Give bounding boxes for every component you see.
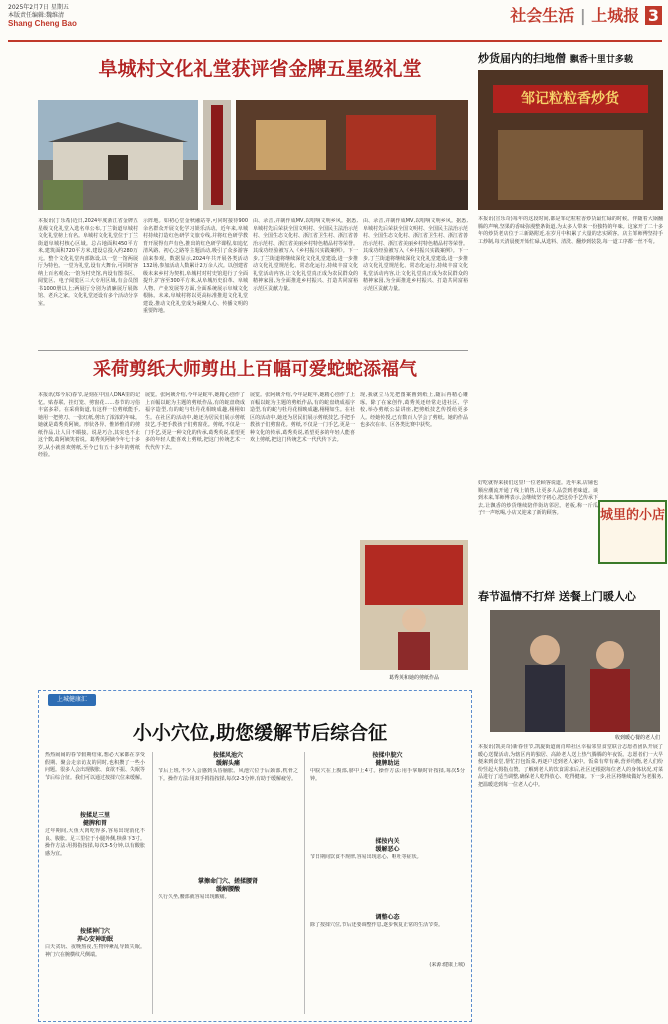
right-top-subtitle: 飘香十里廿多载 bbox=[569, 55, 633, 65]
issue-weekday: 星期五 bbox=[50, 4, 69, 11]
right-mid-caption: 收到暖心餐的老人们 bbox=[614, 735, 660, 741]
article3-heading-6: 揉按内关 bbox=[375, 838, 400, 845]
article3-title: 小小穴位,助您缓解节后综合征 bbox=[132, 722, 388, 744]
article1-photo-hall bbox=[38, 100, 198, 210]
shop-sign: 邹记粒粒香炒货 bbox=[521, 91, 619, 107]
article3-source: (来源:健康上城) bbox=[429, 962, 465, 968]
article2-title: 采荷剪纸大师剪出上百幅可爱蛇蛇添福气 bbox=[93, 359, 417, 380]
article3-heading-5b: 健脾助运 bbox=[375, 760, 400, 767]
article3-column-3 bbox=[310, 752, 465, 1017]
article2-column-4: 现,我就立马先把图案画到纸上,随后再精心雕琢。除了在家创作,葛秀英还经常走进社区、学校,举办剪纸公益讲座,把剪纸技艺传授给更多人。经她传授,已有数百人学会了剪纸。她的作品也多次在市、区各类比赛中获奖。 bbox=[360, 392, 468, 428]
village-hall-illustration bbox=[38, 100, 198, 210]
right-top-title bbox=[478, 50, 663, 66]
article3-heading-4: 掌擦命门穴、搓揉腰肾 bbox=[197, 878, 258, 885]
article2-column-3: 展览。张阿姨介绍,今年是蛇年,她精心创作了上百幅以蛇为主题的剪纸作品,有的蛇盘绕成福字造型,有的蛇与牡丹花相映成趣,栩栩如生。在社区的活动中,她还为居民们展示剪纸技艺,手把手教孩子们剪窗花。剪纸,不仅是一门手艺,更是一种文化的传承,葛秀英说,希望更多的年轻人能喜欢上剪纸,把这门传统艺术一代代传下去。 bbox=[250, 392, 355, 443]
issue-date: 2025年2月7日 bbox=[8, 4, 49, 11]
exhibition-hall-illustration bbox=[236, 100, 468, 210]
article3-heading-2: 按揉神门穴 bbox=[79, 928, 110, 935]
header-rule bbox=[8, 40, 662, 42]
article1-column-3: 由、录音,并制作成MV,以唱响文明乡风。据悉,阜城村先后荣获全国文明村、全国民主法治示范村、全国生态文化村、浙江省卫生村、浙江省善治示范村、浙江省美丽乡村特色精品村等荣誉。其成功经验被写入《乡村振兴实践案例》。下一步,丁兰街道将继续深化文化礼堂建设,进一步推动文化礼堂规范化、常态化运行,持续丰富文化礼堂活动内容,让文化礼堂真正成为农民群众的精神家园,为全面推进乡村振兴、打造共同富裕示范区贡献力量。 bbox=[253, 218, 358, 292]
paper-english-name: Shang Cheng Bao bbox=[8, 19, 77, 28]
right-mid-title: 春节温情不打烊 送餐上门暖人心 bbox=[478, 590, 636, 603]
article3-heading-3: 按揉风池穴 bbox=[212, 752, 243, 759]
meal-delivery-illustration bbox=[490, 610, 660, 732]
article3-text-7: 除了按揉穴位,节后还要调整作息,逐步恢复正常的生活节奏。 bbox=[310, 922, 444, 928]
stone-sign-illustration bbox=[203, 100, 231, 210]
article2-photo-caption: 葛秀英和她的剪纸作品 bbox=[388, 675, 439, 681]
article1-photo-exhibit bbox=[236, 100, 468, 210]
article3-text-2: 白天贪玩、夜晚熬夜,生物钟紊乱导致失眠。神门穴在腕横纹尺侧端。 bbox=[45, 944, 145, 958]
right-top-column-b: 好吃就得来我们这里!一位老顾客说道。近年来,店铺也顺应潮流开通了线上销售,让更多人品尝到老味道。谈到未来,邹师傅表示,会继续坚守初心,把这份手艺传承下去,让飘香的炒货继续陪伴街坊邻居。老板,称一斤瓜子!一声吆喝,小店又迎来了新的顾客。 bbox=[478, 480, 598, 516]
article1-column-2: 示阵地。如初心堂金秋融站等,可同时接待900余名群众开展文化学习娱乐活动。近年来,阜城村持续打造红色研学文旅专线,并将红色研学教育开展得有声有色,推出的红色研学课程,如追忆清风路、初心之路等主题活动,吸引了众多游客前来参观。数据显示,2024年共开展各类活动132场,参加活动人数累计2万余人次。以创建省级未来乡村为契机,阜城村对村史馆进行了全面提升,扩容至300平方米,从阜城历史沿革、阜城人物、产业发展等方面,全面系统展示阜城文化根脉。未来,阜城村将以更高标准推进文化礼堂建设,推动文化礼堂成为凝聚人心、传播文明的重要阵地。 bbox=[143, 218, 248, 314]
papercut-artist-illustration bbox=[360, 540, 468, 670]
article3-heading-6b: 缓解恶心 bbox=[375, 846, 400, 853]
page-number: 3 bbox=[645, 6, 662, 25]
article3-heading-7: 调整心态 bbox=[375, 914, 400, 921]
article3-text-4: 久行久坐,腰部就容易出现酸痛。 bbox=[158, 894, 230, 900]
right-top-photo bbox=[478, 70, 663, 210]
article3-heading-5: 按揉中脘穴 bbox=[372, 752, 403, 759]
article1-title: 阜城村文化礼堂获评省金牌五星级礼堂 bbox=[98, 58, 422, 80]
health-badge: 上城健康汇 bbox=[48, 694, 96, 706]
article3-column-2 bbox=[158, 752, 298, 1017]
article3-heading-2b: 养心安神助眠 bbox=[76, 936, 113, 943]
right-top-column-a: 本报讯(宣乐奇)每年的这段时间,都是邹记粒粒香炒货最忙碌的时候。伴随着大锅翻腾的声响,坚果的香味弥漫整条街道,为太多人带来一份独特的年味。这家开了二十多年的炒货老店位于三新路附近,在岁月中积累了大量的忠实顾客。店主邹师傅坚持手工炒制,每天清晨便开始忙碌,从选料、清洗、翻炒到装袋,每一道工序都一丝不苟。 bbox=[478, 216, 663, 245]
column-divider bbox=[304, 752, 305, 1014]
article3-heading-4b: 缓解腰酸 bbox=[215, 886, 240, 893]
article3-column-1 bbox=[45, 752, 145, 1017]
masthead-info bbox=[8, 4, 77, 28]
page-editor: 本版责任编辑:魏维清 bbox=[8, 12, 65, 19]
article1-column-1: 本报讯(丁乐希)近日,2024年度浙江省金牌五星级文化礼堂入选名单公布,丁兰街道阜城村文化礼堂榜上有名。阜城村文化礼堂位于丁兰街道阜城村核心区域。总占地面积450平方米,建筑面积720平方米,建设总投入约280万元。整个文化礼堂内部陈设,以一堂一馆两展厅为特色。一堂为礼堂,设有大舞台,可同时容纳上百名观众;一馆为村史馆,内设有图书区、阅览区、电子阅览区三大专用区域,有会员图书1000册以上;两展厅分别为清廉展厅展陈馆、老兵之家。文化礼堂还设有多个活动分享室。 bbox=[38, 218, 138, 307]
right-mid-photo bbox=[490, 610, 660, 732]
article3-text-3: 节后上班,不少人会感到头昏脑胀。风池穴位于后颈部,枕骨之下。操作方法:用双手拇指按揉,每次2-3分钟,有助于缓解疲劳。 bbox=[158, 768, 298, 782]
article3-heading-1b: 健脾和胃 bbox=[82, 820, 107, 827]
column-label: 城里的小店 bbox=[598, 500, 667, 564]
article3-heading-3b: 缓解头痛 bbox=[215, 760, 240, 767]
article3-intro: 热热闹闹的春节假期结束,想必大家都在享受假期、聚会走亲访友的同时,也积攒了一些小问题。很多人会出现腹胀、食欲不振、失眠等节后综合征。我们可以通过按揉穴位来缓解。 bbox=[45, 752, 145, 781]
section-name: 社会生活 bbox=[510, 6, 575, 25]
article3-text-6: 节日期间饮食不规律,容易出现恶心、呕吐等症状。 bbox=[310, 854, 422, 860]
article3-text-1: 过年期间,大鱼大肉吃得多,容易出现消化不良、腹胀。足三里位于小腿外侧,犊鼻下3寸。操作方法:用拇指按揉,每次3-5分钟,以有酸胀感为宜。 bbox=[45, 828, 145, 857]
article3-text-5: 中脘穴在上腹部,脐中上4寸。操作方法:用手掌顺时针按揉,每次5分钟。 bbox=[310, 768, 465, 782]
right-mid-column: 本报讯(凯美奇)新春佳节,凯旋街道南肖埠社区幸福邻里食堂联合志愿者团队开展了暖心送餐活动,为辖区内的独居、高龄老人送上热气腾腾的年夜饭。志愿者们一大早便来到食堂,帮忙打包饭菜,再逐户送到老人家中。饭菜有荤有素,营养均衡,老人们纷纷竖起大拇指点赞。了解到老人的饮食需求后,社区还根据每位老人的身体状况,对菜品进行了适当调整,确保老人吃得放心、吃得健康。下一步,社区将继续做好为老服务,把温暖送到每一位老人心中。 bbox=[478, 744, 663, 788]
right-top-title-main: 炒货届内的扫地僧 bbox=[478, 52, 566, 65]
article3-heading-1: 按揉足三里 bbox=[79, 812, 110, 819]
article2-column-2: 展览。张阿姨介绍,今年是蛇年,她精心创作了上百幅以蛇为主题的剪纸作品,有的蛇盘绕成福字造型,有的蛇与牡丹花相映成趣,栩栩如生。在社区的活动中,她还为居民们展示剪纸技艺,手把手教孩子们剪窗花。剪纸,不仅是一门手艺,更是一种文化的传承,葛秀英说,希望更多的年轻人能喜欢上剪纸,把这门传统艺术一代代传下去。 bbox=[145, 392, 245, 451]
article1-photo-sign bbox=[203, 100, 231, 210]
article2-photo bbox=[360, 540, 468, 670]
article1-column-4: 由、录音,并制作成MV,以唱响文明乡风。据悉,阜城村先后荣获全国文明村、全国民主法治示范村、全国生态文化村、浙江省卫生村、浙江省善治示范村、浙江省美丽乡村特色精品村等荣誉。其成功经验被写入《乡村振兴实践案例》。下一步,丁兰街道将继续深化文化礼堂建设,进一步推动文化礼堂规范化、常态化运行,持续丰富文化礼堂活动内容,让文化礼堂真正成为农民群众的精神家园,为全面推进乡村振兴、打造共同富裕示范区贡献力量。 bbox=[363, 218, 468, 292]
column-divider bbox=[152, 752, 153, 1014]
paper-brand: 上城报 bbox=[591, 6, 640, 25]
section-banner: 社会生活 | 上城报 3 bbox=[510, 3, 662, 26]
divider bbox=[38, 350, 468, 351]
article2-column-1: 本报讯(郑今东)春节,是刻在中国人DNA里的记忆。贴春联、挂灯笼、剪窗花……春节的习俗丰富多彩。在采荷街道,有这样一位剪纸能手,她用一把剪刀、一张红纸,剪出了浓浓的年味。她就是葛秀英阿姨。形状各异、惟妙惟肖的剪纸作品,让人目不暇接。说是巧合,其实也不止这个数,葛阿姨笑着说。葛秀英阿姨今年七十多岁,从小就喜欢剪纸,至今已有五十多年的剪纸经验。 bbox=[38, 392, 140, 458]
